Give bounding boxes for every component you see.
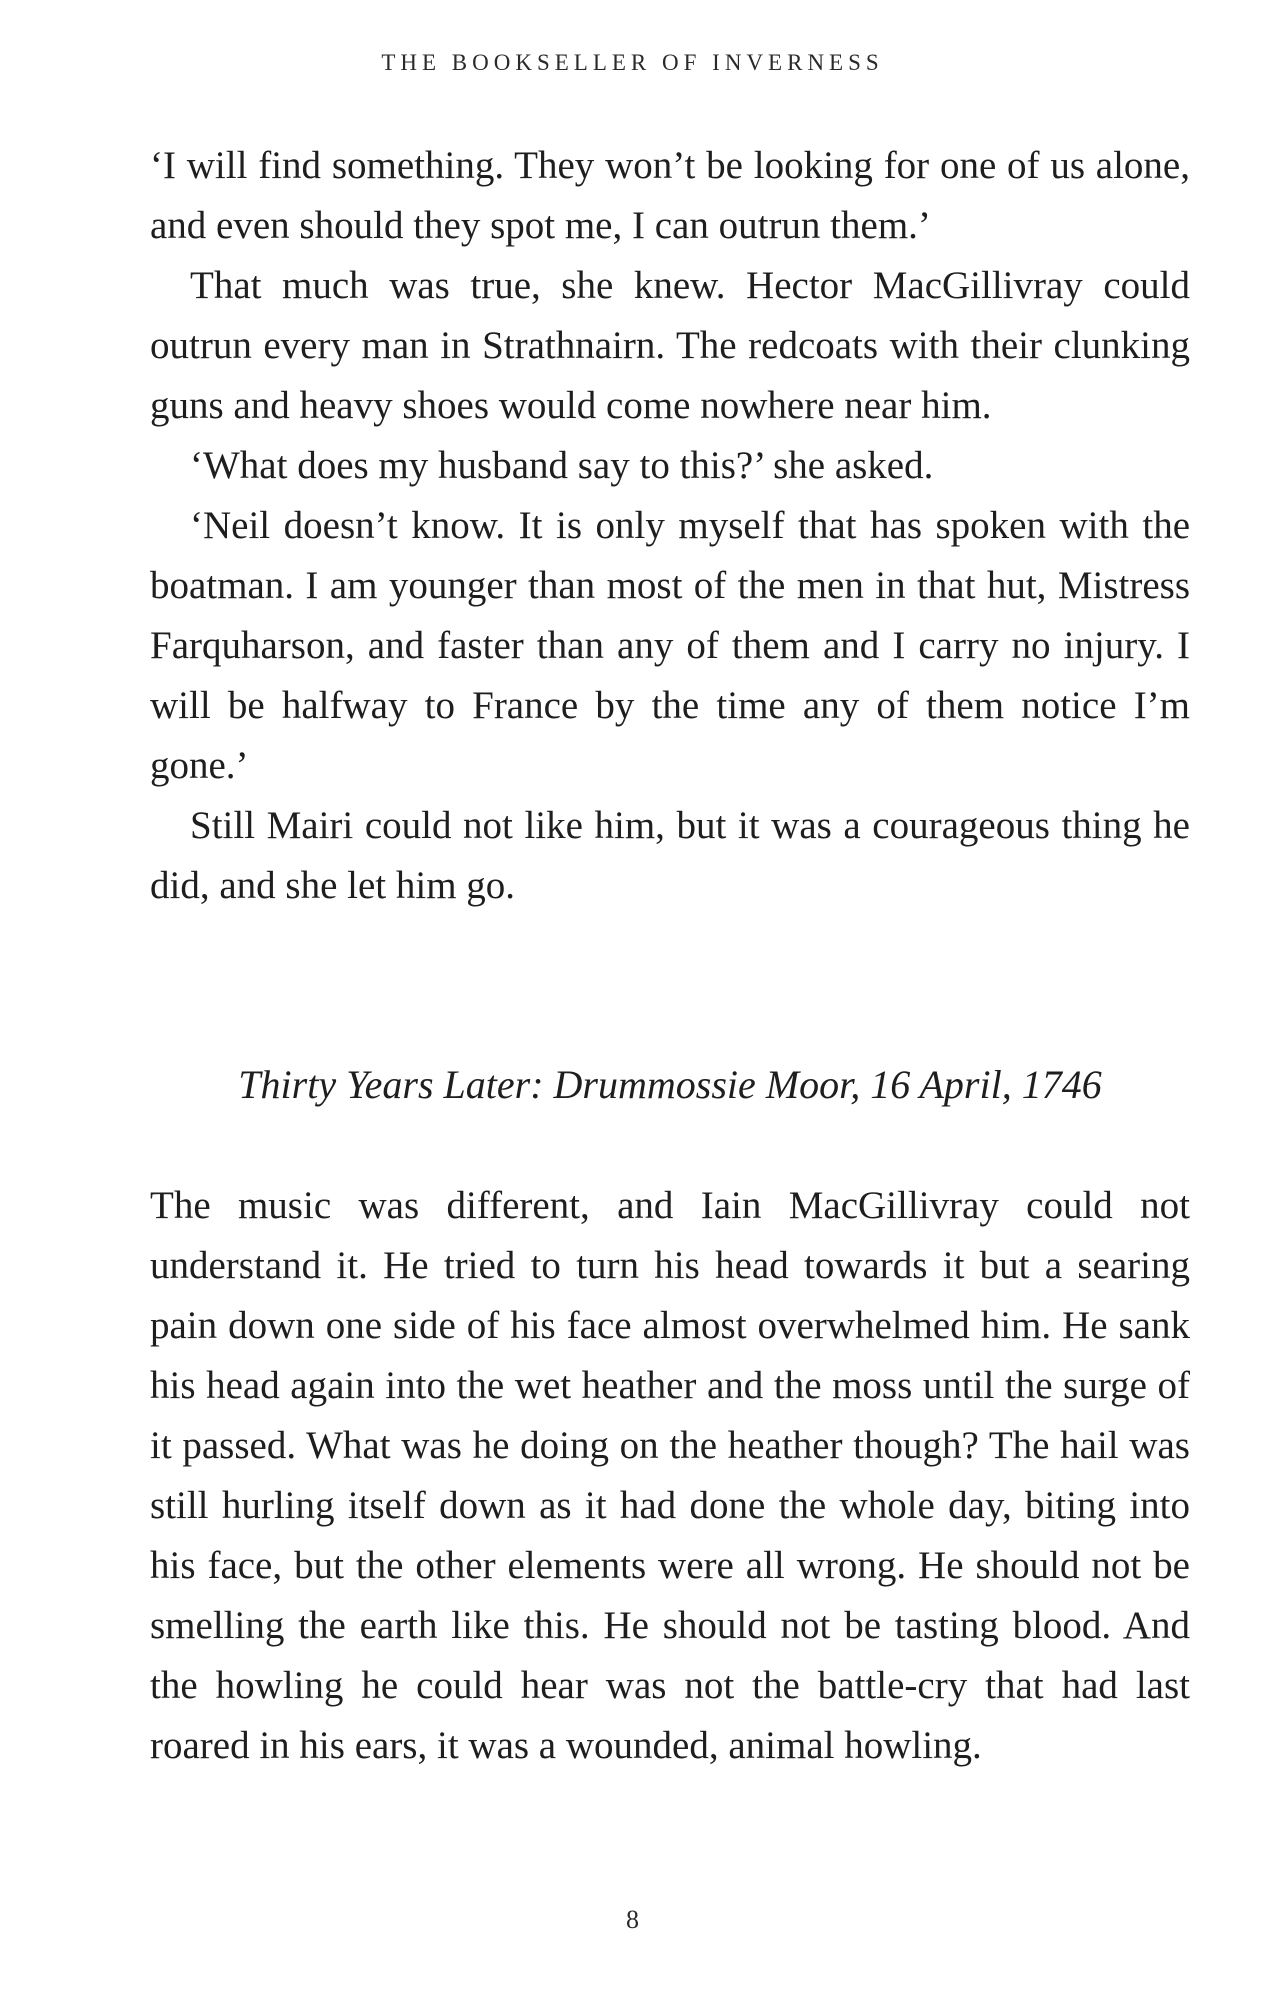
paragraph: The music was different, and Iain MacGillivray could not understand it. He tried to turn his head towards it but a searing pain down one side of his face almost overwhelmed him. He sank his head again into the wet heather and the moss until the surge of it passed. What was he doing on the heather though? The hail was still hurling itself down as it had done the whole day, biting into his face, but the other elements were all wrong. He should not be smelling the earth like this. He should not be tasting blood. And the howling he could hear was not the battle-cry that had last roared in his ears, it was a wounded, animal howling. <box>150 1184 1190 1767</box>
paragraph: ‘Neil doesn’t know. It is only myself that has spoken with the boatman. I am younger than most of the men in that hut, Mistress Farquharson, and faster than any of them and I carry no injury. I will be halfway to France by the time any of them notice I’m gone.’ <box>150 504 1190 787</box>
page-number: 8 <box>626 1905 639 1934</box>
running-head: THE BOOKSELLER OF INVERNESS <box>381 50 884 75</box>
section-heading: Thirty Years Later: Drummossie Moor, 16 April, 1746 <box>238 1062 1102 1107</box>
paragraph: ‘What does my husband say to this?’ she asked. <box>190 444 934 487</box>
paragraph: Still Mairi could not like him, but it was a courageous thing he did, and she let him go. <box>150 804 1190 907</box>
text-block-before <box>150 136 1190 916</box>
paragraph: That much was true, she knew. Hector MacGillivray could outrun every man in Strathnairn. The redcoats with their clunking guns and heavy shoes would come nowhere near him. <box>150 264 1190 427</box>
paragraph: ‘I will find something. They won’t be looking for one of us alone, and even should they spot me, I can outrun them.’ <box>150 144 1190 247</box>
text-block-after <box>150 1176 1190 1776</box>
